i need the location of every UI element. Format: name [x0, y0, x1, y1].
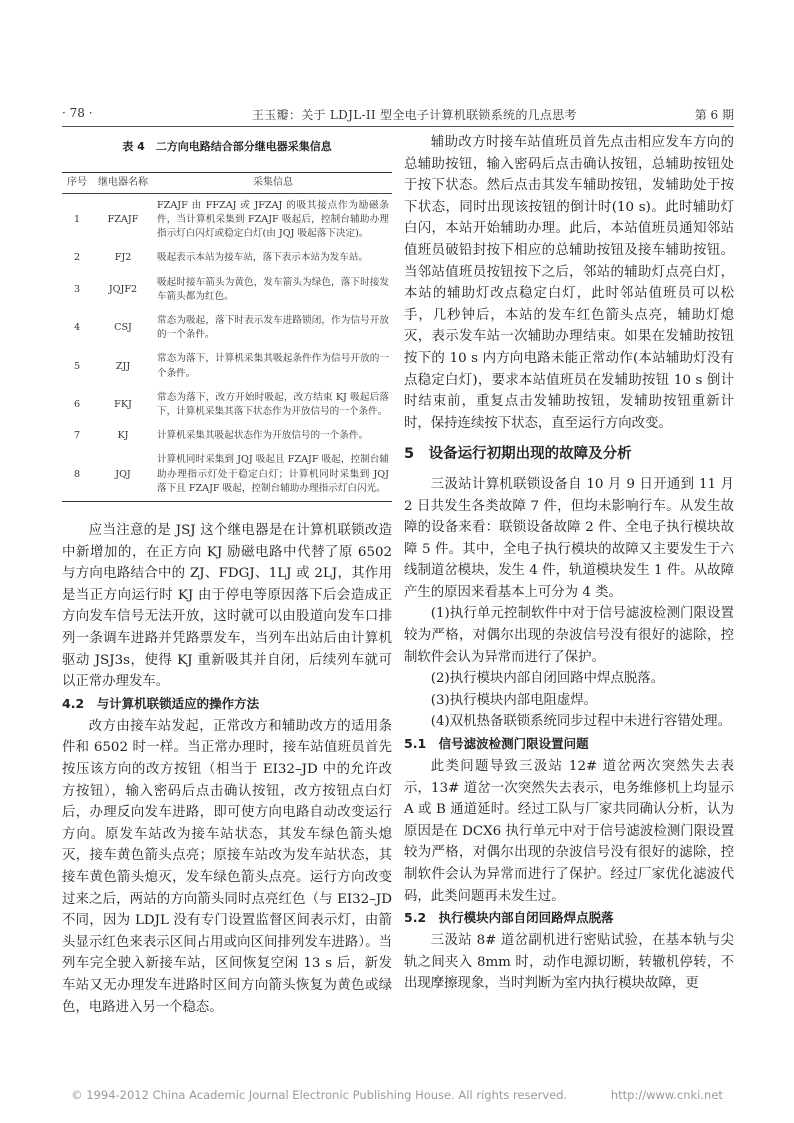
col-header-name: 继电器名称 [92, 172, 154, 193]
table-caption: 表 4 二方向电路结合部分继电器采集信息 [122, 140, 332, 153]
header-rule [62, 126, 734, 127]
running-title: 王玉瓣：关于 LDJL-II 型全电子计算机联锁系统的几点思考 [252, 108, 577, 122]
cell-info: FZAJF 由 FFZAJ 或 JFZAJ 的吸其接点作为励磁条件，当计算机采集到 FZAJF 吸起后，控制台辅助办理指示灯白闪灯或稳定白灯(由 JQJ 吸起落下决定)。 [157, 199, 389, 240]
footer-link[interactable]: http://www.cnki.net [610, 1088, 723, 1102]
paragraph: 改方由接车站发起，正常改方和辅助改方的适用条件和 6502 时一样。当正常办理时，接车站值班员首先按压该方向的改方按钮（相当于 EI32–JD 中的允许改方按钮），输入密码后点击确认按钮，改方按钮点白灯后，办理反向发车进路，即可使方向电路自动改变运行方向。原发车站改为接车站状态，其发车绿色箭头熄灭，接车黄色箭头点亮；原接车站改为发车站状态，其接车黄色箭头熄灭，发车绿色箭头点亮。运行方向改变过来之后，两站的方向箭头同时点亮红色（与 EI32–JD 不同，因为 LDJL 没有专门设置监督区间表示灯，由箭头显示红色来表示区间占用或向区间排列发车进路）。当列车完全驶入新接车站，区间恢复空闲 13 s 后，新发车站又无办理发车进路时区间方向箭头恢复为黄色或绿色，电路进入另一个稳态。 [62, 718, 392, 1015]
paragraph: 应当注意的是 JSJ 这个继电器是在计算机联锁改造中新增加的，在正方向 KJ 励磁电路中代替了原 6502 与方向电路结合中的 ZJ、FDGJ、1LJ 或 2LJ，其作用是当正方向运行时 KJ 由于停电等原因落下后会造成正方向发车信号无法开放，这时就可以由股道向发车口排列一条调车进路并凭路票发车，当列车出站后由计算机驱动 JSJ3s，使得 KJ 重新吸其并自闭，后续列车就可以正常办理发车。 [62, 523, 392, 690]
section-5-paragraphs [404, 474, 734, 733]
issue-label: 第 6 期 [694, 108, 734, 122]
table-body [62, 193, 392, 501]
paragraph: (3)执行模块内部电阻虚焊。 [430, 692, 598, 708]
col-header-info: 采集信息 [154, 172, 392, 193]
cell-name: ZJJ [115, 360, 131, 372]
table-row [62, 246, 392, 270]
paragraph: 三汲站 8# 道岔副机进行密贴试验，在基本轨与尖轨之间夹入 8mm 时，动作电源切断，转辙机停转，不出现摩擦现象，当时判断为室内执行模块故障，更 [404, 933, 734, 992]
left-column [62, 132, 392, 1018]
running-header [62, 106, 734, 124]
paragraph: 三汲站计算机联锁设备自 10 月 9 日开通到 11 月 2 日共发生各类故障 7 件，但均未影响行车。从发生故障的设备来看：联锁设备故障 2 件、全电子执行模块故障 5 件。其中，全电子执行模块的故障又主要发生于六线制道岔模块，发生 4 件，轨道模块发生 1 件。从故障产生的原因来看基本上可分为 4 类。 [404, 476, 734, 600]
table-row [62, 309, 392, 347]
cell-no: 4 [73, 322, 81, 334]
cell-name: JQJF2 [108, 283, 138, 295]
table-row [62, 424, 392, 448]
cell-no: 8 [62, 448, 92, 501]
cell-info: 常态为吸起，落下时表示发车进路锁闭，作为信号开放的一个条件。 [157, 315, 389, 341]
cell-no: 6 [73, 398, 81, 410]
table-row [62, 347, 392, 385]
left-paragraphs-2 [62, 716, 392, 1018]
cell-info: 吸起表示本站为接车站，落下表示本站为发车站。 [157, 252, 369, 264]
col-header-no: 序号 [62, 172, 92, 193]
cell-no: 3 [73, 283, 81, 295]
cell-info: 常态为落下，计算机采集其吸起条件作为信号开放的一个条件。 [157, 353, 389, 379]
subsection-4-2-heading: 4.2 与计算机联锁适应的操作方法 [62, 695, 260, 711]
cell-name: FJ2 [114, 252, 132, 264]
section-5-heading: 5 设备运行初期出现的故障及分析 [404, 446, 632, 463]
paragraph: (1)执行单元控制软件中对于信号滤波检测门限设置较为严格，对偶尔出现的杂波信号没有很好的滤除，控制软件会认为异常而进行了保护。 [404, 606, 734, 665]
cell-info: 常态为落下，改方开始时吸起，改方结束 KJ 吸起后落下，计算机采集其落下状态作为开放信号的一个条件。 [157, 391, 389, 418]
table-row [62, 271, 392, 309]
relay-table-block [62, 136, 392, 502]
cell-name: FKJ [114, 398, 132, 410]
right-paragraphs [404, 132, 734, 434]
copyright-text: © 1994-2012 China Academic Journal Electronic Publishing House. All rights reserved. [71, 1088, 568, 1102]
cell-no: 7 [73, 430, 81, 442]
paragraph: (2)执行模块内部自闭回路中焊点脱落。 [430, 671, 665, 687]
table-row [62, 386, 392, 424]
copyright-footer [0, 1088, 794, 1102]
cell-name: KJ [117, 430, 129, 442]
cell-info: 计算机同时采集到 JQJ 吸起且 FZAJF 吸起，控制台辅助办理指示灯处于稳定白灯；计算机同时采集到 JQJ 落下且 FZAJF 吸起，控制台辅助办理指示灯白闪光。 [154, 448, 392, 501]
cell-name: JQJ [92, 448, 154, 501]
cell-info: 吸起时接车箭头为黄色，发车箭头为绿色，落下时接发车箭头都为红色。 [157, 276, 389, 302]
cell-name: CSJ [114, 322, 132, 334]
table-header-row [62, 172, 392, 193]
section-5-1-paragraphs [404, 756, 734, 907]
table-row [62, 448, 392, 501]
section-5-2-paragraphs [404, 930, 734, 995]
cell-name: FZAJF [107, 214, 139, 225]
paragraph: 辅助改方时接车站值班员首先点击相应发车方向的总辅助按钮，输入密码后点击确认按钮，总辅助按钮处于按下状态。然后点击其发车辅助按钮，发辅助处于按下状态，同时出现该按钮的倒计时(10 s)。此时辅助灯白闪，本站开始辅助办理。此后，本站值班员通知邻站值班员破铅封按下相应的总辅助按钮及接车辅助按钮。当邻站值班员按钮按下之后，邻站的辅助灯点亮白灯，本站的辅助灯改点稳定白灯，此时邻站值班员可以松手，几秒钟后，本站的发车红色箭头点亮，辅助灯熄灭，表示发车站一次辅助办理结束。如果在发辅助按钮按下的 10 s 内方向电路未能正常动作(本站辅助灯没有点稳定白灯)，要求本站值班员在发辅助按钮 10 s 倒计时结束前，重复点击发辅助按钮，发辅助按钮重新计时，保持连续按下状态，直至运行方向改变。 [404, 135, 734, 431]
cell-no: 1 [73, 214, 81, 225]
relay-table [62, 172, 392, 502]
page-number: · 78 · [62, 106, 93, 120]
table-row [62, 193, 392, 246]
cell-info: 计算机采集其吸起状态作为开放信号的一个条件。 [157, 430, 369, 442]
paragraph: 此类问题导致三汲站 12# 道岔两次突然失去表示，13# 道岔一次突然失去表示，电务维修机上均显示 A 或 B 通道延时。经过工队与厂家共同确认分析，认为原因是在 DCX6 执行单元中对于信号滤波检测门限设置较为严格，对偶尔出现的杂波信号没有很好的滤除，控制软件会认为异常而进行了保护。经过厂家优化滤波代码，此类问题再未发生过。 [404, 759, 734, 904]
left-paragraphs [62, 520, 392, 693]
cell-no: 5 [73, 360, 81, 372]
subsection-5-1-heading: 5.1 信号滤波检测门限设置问题 [404, 736, 589, 752]
right-column [404, 132, 734, 995]
subsection-5-2-heading: 5.2 执行模块内部自闭回路焊点脱落 [404, 910, 614, 926]
cell-no: 2 [73, 252, 81, 264]
paragraph: (4)双机热备联锁系统同步过程中未进行容错处理。 [430, 714, 731, 730]
